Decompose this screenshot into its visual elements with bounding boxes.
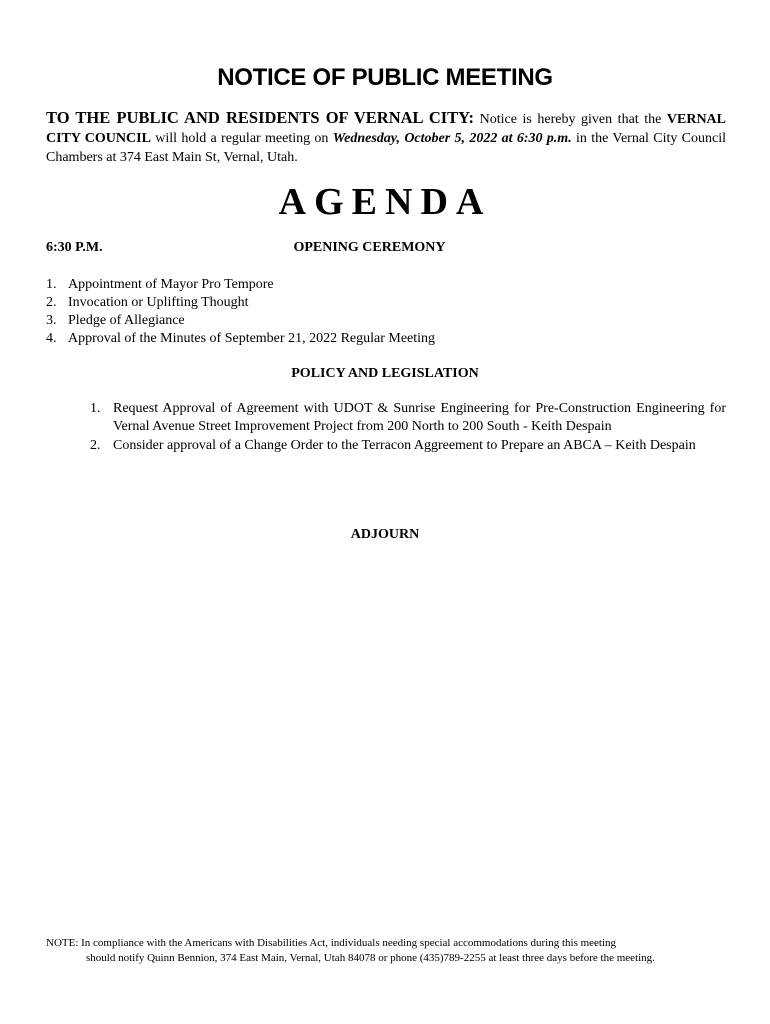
item-number: 2. xyxy=(46,295,57,310)
opening-ceremony-heading-text: OPENING CEREMONY xyxy=(293,240,446,255)
adjourn-heading: ADJOURN xyxy=(350,527,420,542)
notice-text-2: will hold a regular meeting on xyxy=(150,131,333,146)
list-item xyxy=(46,276,435,294)
item-text: Consider approval of a Change Order to the Terracon Aggreement to Prepare an ABCA – Keith Despain xyxy=(113,438,696,453)
notice-text-3: in the Vernal City Council Chambers at 374 East Main St, Vernal, Utah. xyxy=(46,131,726,165)
policy-items-list xyxy=(90,400,726,456)
item-text: Invocation or Uplifting Thought xyxy=(68,295,249,310)
item-number: 2. xyxy=(90,438,101,453)
time-label: 6:30 P.M. xyxy=(46,240,103,255)
notice-council: VERNAL CITY COUNCIL xyxy=(46,112,727,146)
item-number: 1. xyxy=(46,277,57,292)
notice-paragraph xyxy=(46,108,726,167)
notice-date: Wednesday, October 5, 2022 at 6:30 p.m. xyxy=(332,131,572,146)
page-title: NOTICE OF PUBLIC MEETING xyxy=(217,64,553,91)
item-number: 4. xyxy=(46,331,57,346)
item-text: Pledge of Allegiance xyxy=(68,313,185,328)
agenda-heading: AGENDA xyxy=(278,181,492,223)
list-item xyxy=(46,330,435,348)
opening-ceremony-heading xyxy=(205,240,770,256)
item-number: 1. xyxy=(90,401,101,416)
list-item xyxy=(90,400,726,436)
footnote-line-1: NOTE: In compliance with the Americans with Disabilities Act, individuals needing special accommodations during this meeting xyxy=(46,937,617,949)
policy-legislation-heading: POLICY AND LEGISLATION xyxy=(291,366,479,381)
footnote-line-2: should notify Quinn Bennion, 374 East Main, Vernal, Utah 84078 or phone (435)789-2255 at least three days before the meeting. xyxy=(86,952,655,964)
item-number: 3. xyxy=(46,313,57,328)
item-text: Appointment of Mayor Pro Tempore xyxy=(68,277,274,292)
opening-items-list xyxy=(46,276,435,348)
item-text: Request Approval of Agreement with UDOT & Sunrise Engineering for Pre-Construction Engineering for Vernal Avenue Street Improvement Project from 200 North to 200 South - Keith Despain xyxy=(113,401,726,434)
notice-text-1: Notice is hereby given that the xyxy=(474,112,667,127)
list-item xyxy=(46,312,435,330)
ada-footnote xyxy=(46,936,716,966)
item-text: Approval of the Minutes of September 21, 2022 Regular Meeting xyxy=(68,331,436,346)
list-item xyxy=(46,294,435,312)
list-item xyxy=(90,437,726,455)
notice-lead: TO THE PUBLIC AND RESIDENTS OF VERNAL CITY: xyxy=(46,108,475,127)
